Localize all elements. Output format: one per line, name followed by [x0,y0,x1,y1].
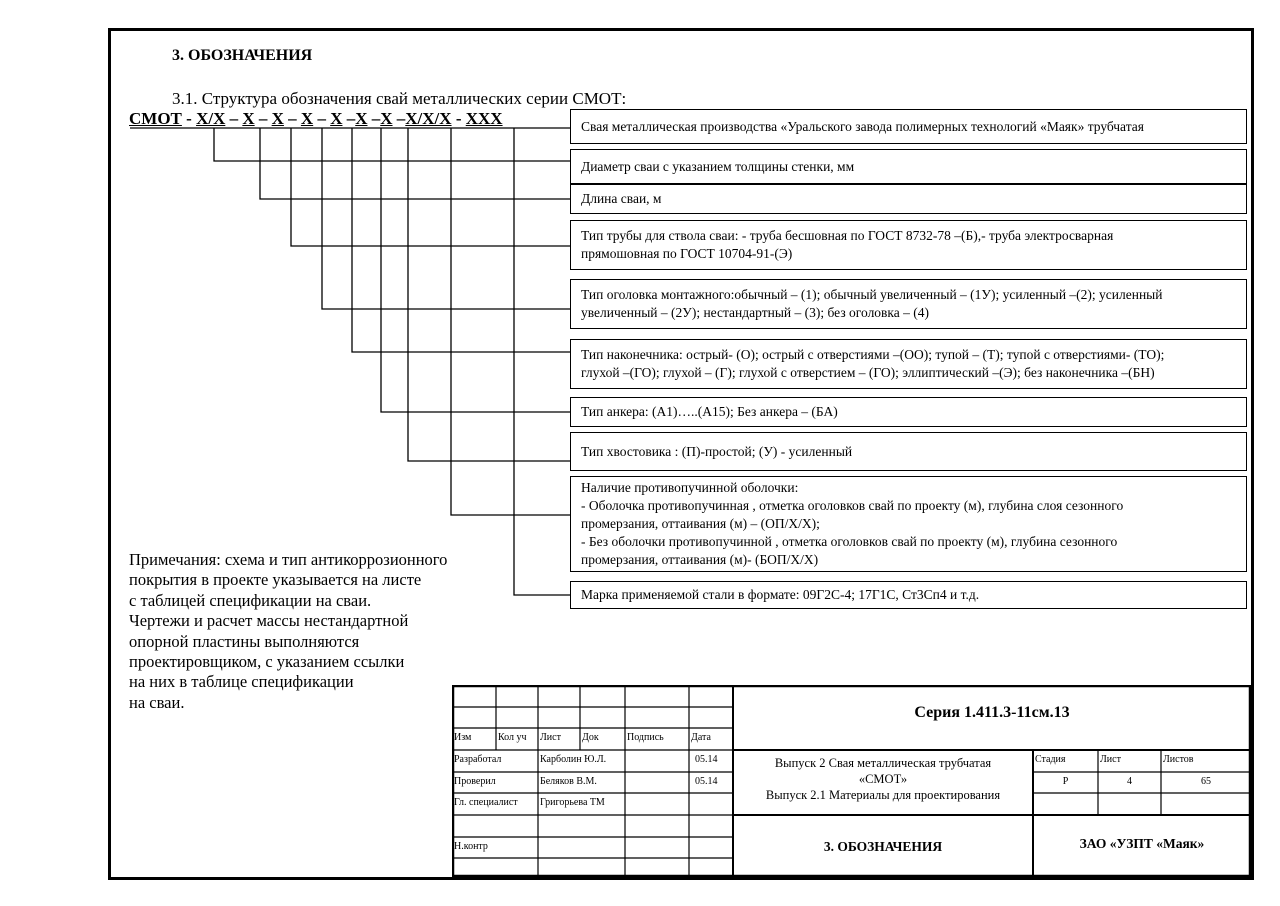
subheading: 3.1. Структура обозначения свай металлических серии СМОТ: [172,89,627,108]
note-line: покрытия в проекте указывается на листе [129,570,422,590]
document-description [733,755,1033,803]
desc-box-shank-type [570,432,1247,471]
code-separator: – [342,109,356,128]
col-header-kol-uch: Кол уч [498,732,527,743]
desc-text: Свая металлическая производства «Уральского завода полимерных технологий «Маяк» трубчатая [581,118,1144,134]
code-segment: ХХХ [465,109,503,128]
desc-text: Наличие противопучинной оболочки: - Оболочка противопучинная , отметка оголовков свай по проекту (м), глубина слоя сезонного промерзания, оттаивания (м) – (ОП/Х/Х); - Без оболочки противопучинной , отметка оголовков свай по проекту (м), глубина сезонного промерзания, оттаивания (м)- (БОП/Х/Х) [581,480,1124,567]
note-line: с таблицей спецификации на сваи. [129,590,372,610]
code-separator: – [283,109,301,128]
code-segment: Х [271,109,284,128]
section-title: 3. ОБОЗНАЧЕНИЯ [823,839,943,854]
row-date-developer: 05.14 [695,754,718,765]
row-role-norm-control: Н.контр [454,841,488,852]
col-header-podpis: Подпись [627,732,664,743]
desc-box-pile-type [570,109,1247,144]
desc-box-steel-grade [570,581,1247,609]
notes [129,550,447,713]
note-line: на сваи. [129,692,185,712]
code-segment: Х [300,109,314,128]
sheet-value: 4 [1127,776,1132,787]
company-name: ЗАО «УЗПТ «Маяк» [1079,836,1205,851]
code-segment: Х/Х/Х [405,109,452,128]
desc-text: Тип трубы для ствола сваи: - труба бесшовная по ГОСТ 8732-78 –(Б),- труба электросварная прямошовная по ГОСТ 10704-91-(Э) [581,228,1114,261]
row-date-checker: 05.14 [695,776,718,787]
code-segment: Х [380,109,393,128]
row-role-checker: Проверил [454,776,496,787]
title-block [452,685,1251,877]
row-name-chief-specialist: Григорьева ТМ [540,797,605,808]
desc-box-tip-type [570,339,1247,389]
desc-text: Тип хвостовика : (П)-простой; (У) - усиленный [581,443,853,459]
code-separator: – [367,109,381,128]
row-name-developer: Карболин Ю.Л. [540,754,607,765]
note-line: на них в таблице спецификации [129,672,354,692]
col-header-dok: Док [582,732,599,743]
series-title: Серия 1.411.3-11см.13 [914,704,1070,721]
page-title: 3. ОБОЗНАЧЕНИЯ [172,47,313,64]
desc-text: Тип оголовка монтажного:обычный – (1); обычный увеличенный – (1У); усиленный –(2); усиленный увеличенный – (2У); нестандартный – (3); без оголовка – (4) [581,287,1163,320]
code-segment: Х [355,109,368,128]
desc-box-anchor-type [570,397,1247,427]
code-segment: Х [242,109,255,128]
col-header-data: Дата [691,732,711,743]
code-segment: Х [330,109,343,128]
code-separator: – [254,109,272,128]
note-line: Чертежи и расчет массы нестандартной [129,611,409,631]
desc-line: «СМОТ» [858,772,908,786]
desc-text: Диаметр сваи с указанием толщины стенки, мм [581,158,855,174]
stage-header: Стадия [1035,754,1066,765]
sheet-header: Лист [1100,754,1121,765]
note-line: проектировщиком, с указанием ссылки [129,652,405,672]
desc-text: Длина сваи, м [581,191,662,206]
desc-box-length [570,184,1247,214]
desc-text: Тип наконечника: острый- (О); острый с отверстиями –(ОО); тупой – (Т); тупой с отверстиями- (ТО); глухой –(ГО); глухой – (Г); глухой с отверстием – (ГО); эллиптический –(Э); без наконечника –(БН) [581,347,1165,380]
col-header-izm: Изм [454,732,472,743]
desc-line: Выпуск 2 Свая металлическая трубчатая [774,756,992,770]
desc-text: Тип анкера: (А1)…..(А15); Без анкера – (БА) [581,404,838,419]
stage-value: Р [1062,776,1069,787]
desc-line: Выпуск 2.1 Материалы для проектирования [765,788,1001,802]
code-separator: - [451,109,466,128]
code-separator: – [225,109,243,128]
desc-text: Марка применяемой стали в формате: 09Г2С-4; 17Г1С, Ст3Сп4 и т.д. [581,587,980,602]
row-role-developer: Разработал [454,754,502,765]
code-separator: – [392,109,406,128]
row-name-checker: Беляков В.М. [540,776,597,787]
col-header-list: Лист [540,732,561,743]
note-line: Примечания: схема и тип антикоррозионного [129,550,448,569]
sheets-header: Листов [1163,754,1194,765]
desc-box-head-type [570,279,1247,329]
desc-box-sheath [570,476,1247,572]
desc-box-diameter [570,149,1247,184]
code-segment: СМОТ [129,109,182,128]
note-line: опорной пластины выполняются [129,631,360,651]
row-role-chief-specialist: Гл. специалист [454,797,518,808]
desc-box-pipe-type [570,220,1247,270]
code-separator: – [313,109,331,128]
code-separator: - [181,109,197,128]
sheets-value: 65 [1201,776,1211,787]
code-segment: Х/Х [196,109,226,128]
